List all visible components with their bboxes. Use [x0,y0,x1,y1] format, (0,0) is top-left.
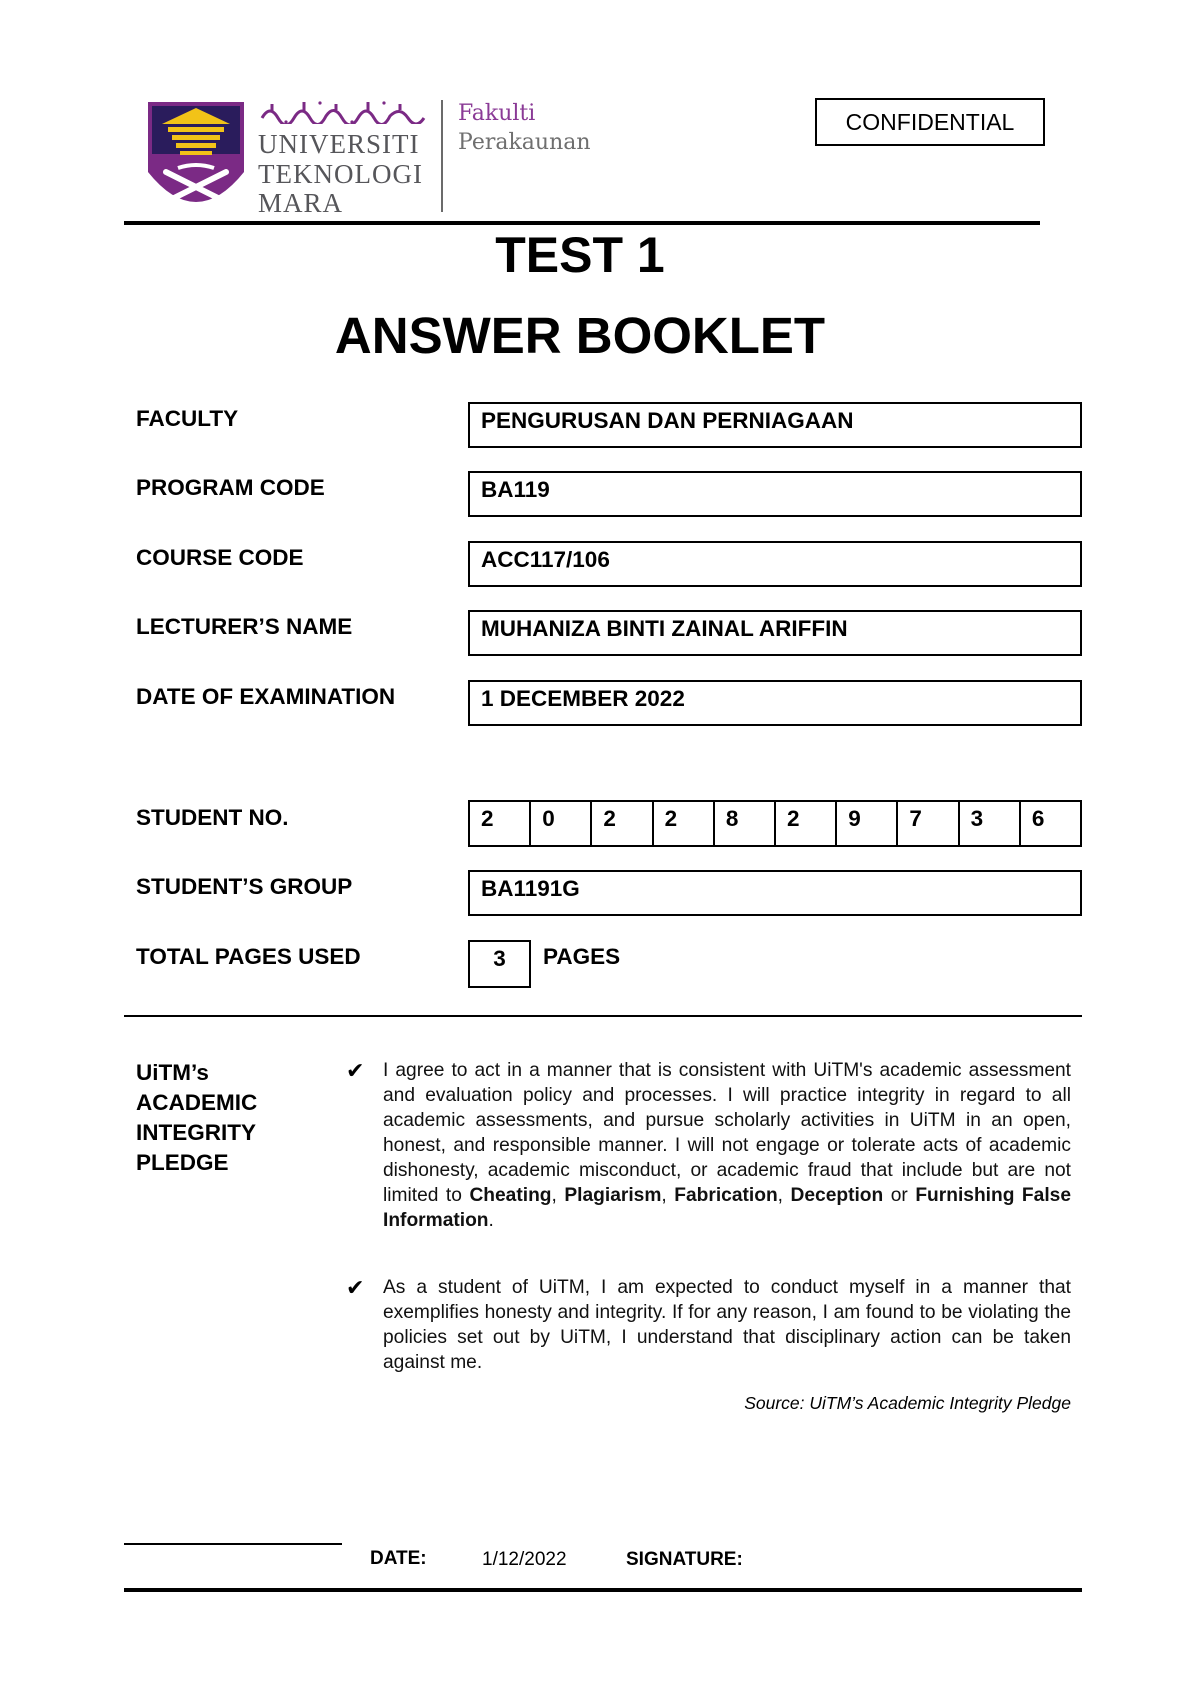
header-divider [441,100,443,212]
student-no-digit[interactable]: 6 [1019,802,1080,845]
university-name-line-3: MARA [258,188,344,218]
student-group-label: STUDENT’S GROUP [136,874,353,899]
checkmark-icon: ✔ [346,1058,365,1083]
pledge-heading-line: INTEGRITY [136,1120,257,1145]
program-code-label: PROGRAM CODE [136,475,325,500]
student-no-digit[interactable]: 9 [835,802,896,845]
date-value[interactable]: 1/12/2022 [482,1549,567,1570]
faculty-brand-line-2: Perakaunan [458,130,591,155]
pledge-heading-line: ACADEMIC [136,1090,258,1115]
footer-rule [124,1588,1082,1592]
jawi-script-logotype [260,100,426,124]
pledge-heading-line: PLEDGE [136,1150,229,1175]
exam-date-label: DATE OF EXAMINATION [136,684,396,709]
student-no-digit[interactable]: 8 [713,802,774,845]
term-furnishing-false-information: Furnishing False Information [383,1185,1072,1231]
faculty-brand-line-1: Fakulti [458,101,536,126]
pledge-text: I agree to act in a manner that is consistent with UiTM's academic assessment and evaluation policy and processes. I will practice integrity in regard to all academic assessments, and pursue scholarly activities in UiTM in an open, honest, and responsible manner. I will not engage or tolerate acts of academic dishonesty, academic misconduct, or academic fraud that include but are not limited to [383,1060,1071,1206]
total-pages-unit: PAGES [543,944,621,969]
student-group-field[interactable]: BA1191G [468,870,1082,916]
student-no-digit[interactable]: 0 [529,802,590,845]
header-rule [124,221,1040,225]
program-code-field[interactable]: BA119 [468,471,1082,517]
pledge-or: or [890,1185,908,1206]
pledge-heading-line: UiTM’s [136,1060,209,1085]
student-no-digit[interactable]: 2 [590,802,651,845]
confidential-stamp: CONFIDENTIAL [815,98,1045,146]
page-title: TEST 1 [495,227,665,283]
page-subtitle: ANSWER BOOKLET [334,307,826,364]
total-pages-field[interactable]: 3 [468,940,531,988]
student-no-digit[interactable]: 3 [958,802,1019,845]
term-fabrication: Fabrication [674,1185,778,1206]
faculty-field[interactable]: PENGURUSAN DAN PERNIAGAAN [468,402,1082,448]
student-no-digit[interactable]: 2 [652,802,713,845]
university-name-line-1: UNIVERSITI [258,129,420,159]
uitm-logo [148,102,244,218]
signature-label: SIGNATURE: [626,1549,743,1570]
student-no-field [468,800,1082,847]
student-no-digit[interactable]: 2 [481,806,494,831]
pledge-heading [136,1058,257,1178]
checkmark-icon: ✔ [346,1275,365,1300]
signature-line [124,1543,342,1545]
pledge-paragraph-1: I agree to act in a manner that is consistent with UiTM's academic assessment and evaluation policy and processes. I will practice integrity in regard to all academic assessments, and pursue scholarly activities in UiTM in an open, honest, and responsible manner. I will not engage or tolerate acts of academic dishonesty, academic misconduct, or academic fraud that include but are not limited to Cheating, Plagiarism, Fabrication, Deception or Furnishing False Information. [383,1060,1072,1231]
exam-date-field[interactable]: 1 DECEMBER 2022 [468,680,1082,726]
course-code-label: COURSE CODE [136,545,304,570]
pledge-source: Source: UiTM’s Academic Integrity Pledge [744,1393,1071,1413]
faculty-label: FACULTY [136,406,239,431]
section-rule [124,1015,1082,1017]
term-cheating: Cheating [469,1185,552,1206]
term-deception: Deception [790,1185,884,1206]
lecturer-name-field[interactable]: MUHANIZA BINTI ZAINAL ARIFFIN [468,610,1082,656]
date-label: DATE: [370,1548,427,1569]
term-plagiarism: Plagiarism [564,1185,662,1206]
pledge-paragraph-2: As a student of UiTM, I am expected to conduct myself in a manner that exemplifies honesty and integrity. If for any reason, I am found to be violating the policies set out by UiTM, I understand that disciplinary action can be taken against me. [383,1277,1071,1373]
lecturer-name-label: LECTURER’S NAME [136,614,353,639]
student-no-digit[interactable]: 7 [896,802,957,845]
course-code-field[interactable]: ACC117/106 [468,541,1082,587]
student-no-label: STUDENT NO. [136,805,289,830]
total-pages-label: TOTAL PAGES USED [136,944,361,969]
university-name-line-2: TEKNOLOGI [258,159,423,189]
student-no-digit[interactable]: 2 [774,802,835,845]
